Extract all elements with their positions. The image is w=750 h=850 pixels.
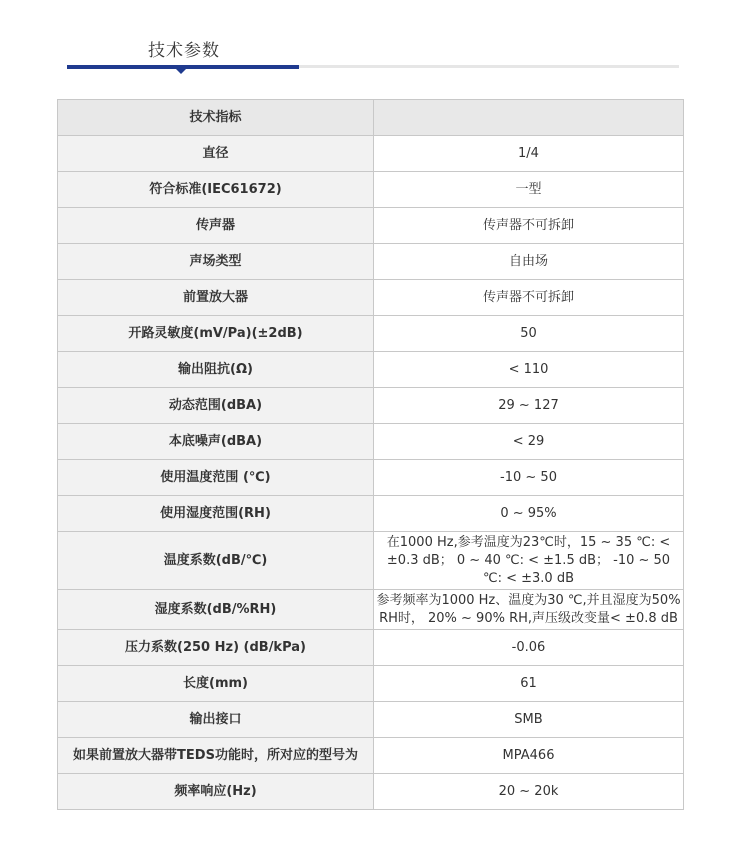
spec-value: 参考频率为1000 Hz、温度为30 ℃,并且湿度为50% RH时， 20% ~ 90% RH,声压级改变量< ±0.8 dB bbox=[374, 590, 684, 630]
table-row bbox=[58, 460, 684, 496]
spec-label: 输出阻抗(Ω) bbox=[58, 352, 374, 388]
spec-value: MPA466 bbox=[374, 738, 684, 774]
table-row bbox=[58, 352, 684, 388]
spec-label: 输出接口 bbox=[58, 702, 374, 738]
spec-label: 本底噪声(dBA) bbox=[58, 424, 374, 460]
spec-value: 29 ~ 127 bbox=[374, 388, 684, 424]
table-row bbox=[58, 590, 684, 630]
spec-value: 传声器不可拆卸 bbox=[374, 280, 684, 316]
spec-value: 自由场 bbox=[374, 244, 684, 280]
spec-value: -10 ~ 50 bbox=[374, 460, 684, 496]
table-row bbox=[58, 532, 684, 590]
table-row bbox=[58, 738, 684, 774]
table-row bbox=[58, 424, 684, 460]
table-row bbox=[58, 172, 684, 208]
spec-value: 0 ~ 95% bbox=[374, 496, 684, 532]
table-row bbox=[58, 388, 684, 424]
spec-label: 动态范围(dBA) bbox=[58, 388, 374, 424]
spec-value: < 110 bbox=[374, 352, 684, 388]
table-row bbox=[58, 666, 684, 702]
spec-label: 声场类型 bbox=[58, 244, 374, 280]
spec-label: 传声器 bbox=[58, 208, 374, 244]
spec-label: 温度系数(dB/℃) bbox=[58, 532, 374, 590]
spec-label: 压力系数(250 Hz) (dB/kPa) bbox=[58, 630, 374, 666]
spec-value: 50 bbox=[374, 316, 684, 352]
spec-label: 符合标准(IEC61672) bbox=[58, 172, 374, 208]
section-header bbox=[0, 0, 750, 80]
spec-label: 使用湿度范围(RH) bbox=[58, 496, 374, 532]
spec-value: 61 bbox=[374, 666, 684, 702]
table-row bbox=[58, 136, 684, 172]
section-title: 技术参数 bbox=[148, 41, 220, 61]
spec-table bbox=[57, 99, 684, 810]
spec-value: 1/4 bbox=[374, 136, 684, 172]
spec-value: 20 ~ 20k bbox=[374, 774, 684, 810]
table-row bbox=[58, 316, 684, 352]
spec-value bbox=[374, 100, 684, 136]
spec-label: 频率响应(Hz) bbox=[58, 774, 374, 810]
spec-label: 直径 bbox=[58, 136, 374, 172]
spec-value: 在1000 Hz,参考温度为23℃时，15 ~ 35 ℃: < ±0.3 dB； 0 ~ 40 ℃: < ±1.5 dB； -10 ~ 50 ℃: < ±3.0 dB bbox=[374, 532, 684, 590]
spec-label: 如果前置放大器带TEDS功能时，所对应的型号为 bbox=[58, 738, 374, 774]
spec-label: 湿度系数(dB/%RH) bbox=[58, 590, 374, 630]
spec-value: 一型 bbox=[374, 172, 684, 208]
spec-value: < 29 bbox=[374, 424, 684, 460]
spec-label: 使用温度范围 (℃) bbox=[58, 460, 374, 496]
spec-value: -0.06 bbox=[374, 630, 684, 666]
table-row bbox=[58, 702, 684, 738]
table-row bbox=[58, 630, 684, 666]
spec-label: 前置放大器 bbox=[58, 280, 374, 316]
table-row bbox=[58, 244, 684, 280]
spec-label: 开路灵敏度(mV/Pa)(±2dB) bbox=[58, 316, 374, 352]
title-notch-marker bbox=[176, 69, 186, 74]
spec-label: 长度(mm) bbox=[58, 666, 374, 702]
table-row bbox=[58, 774, 684, 810]
spec-value: 传声器不可拆卸 bbox=[374, 208, 684, 244]
table-row bbox=[58, 496, 684, 532]
table-row bbox=[58, 100, 684, 136]
table-row bbox=[58, 208, 684, 244]
spec-value: SMB bbox=[374, 702, 684, 738]
spec-label: 技术指标 bbox=[58, 100, 374, 136]
table-row bbox=[58, 280, 684, 316]
